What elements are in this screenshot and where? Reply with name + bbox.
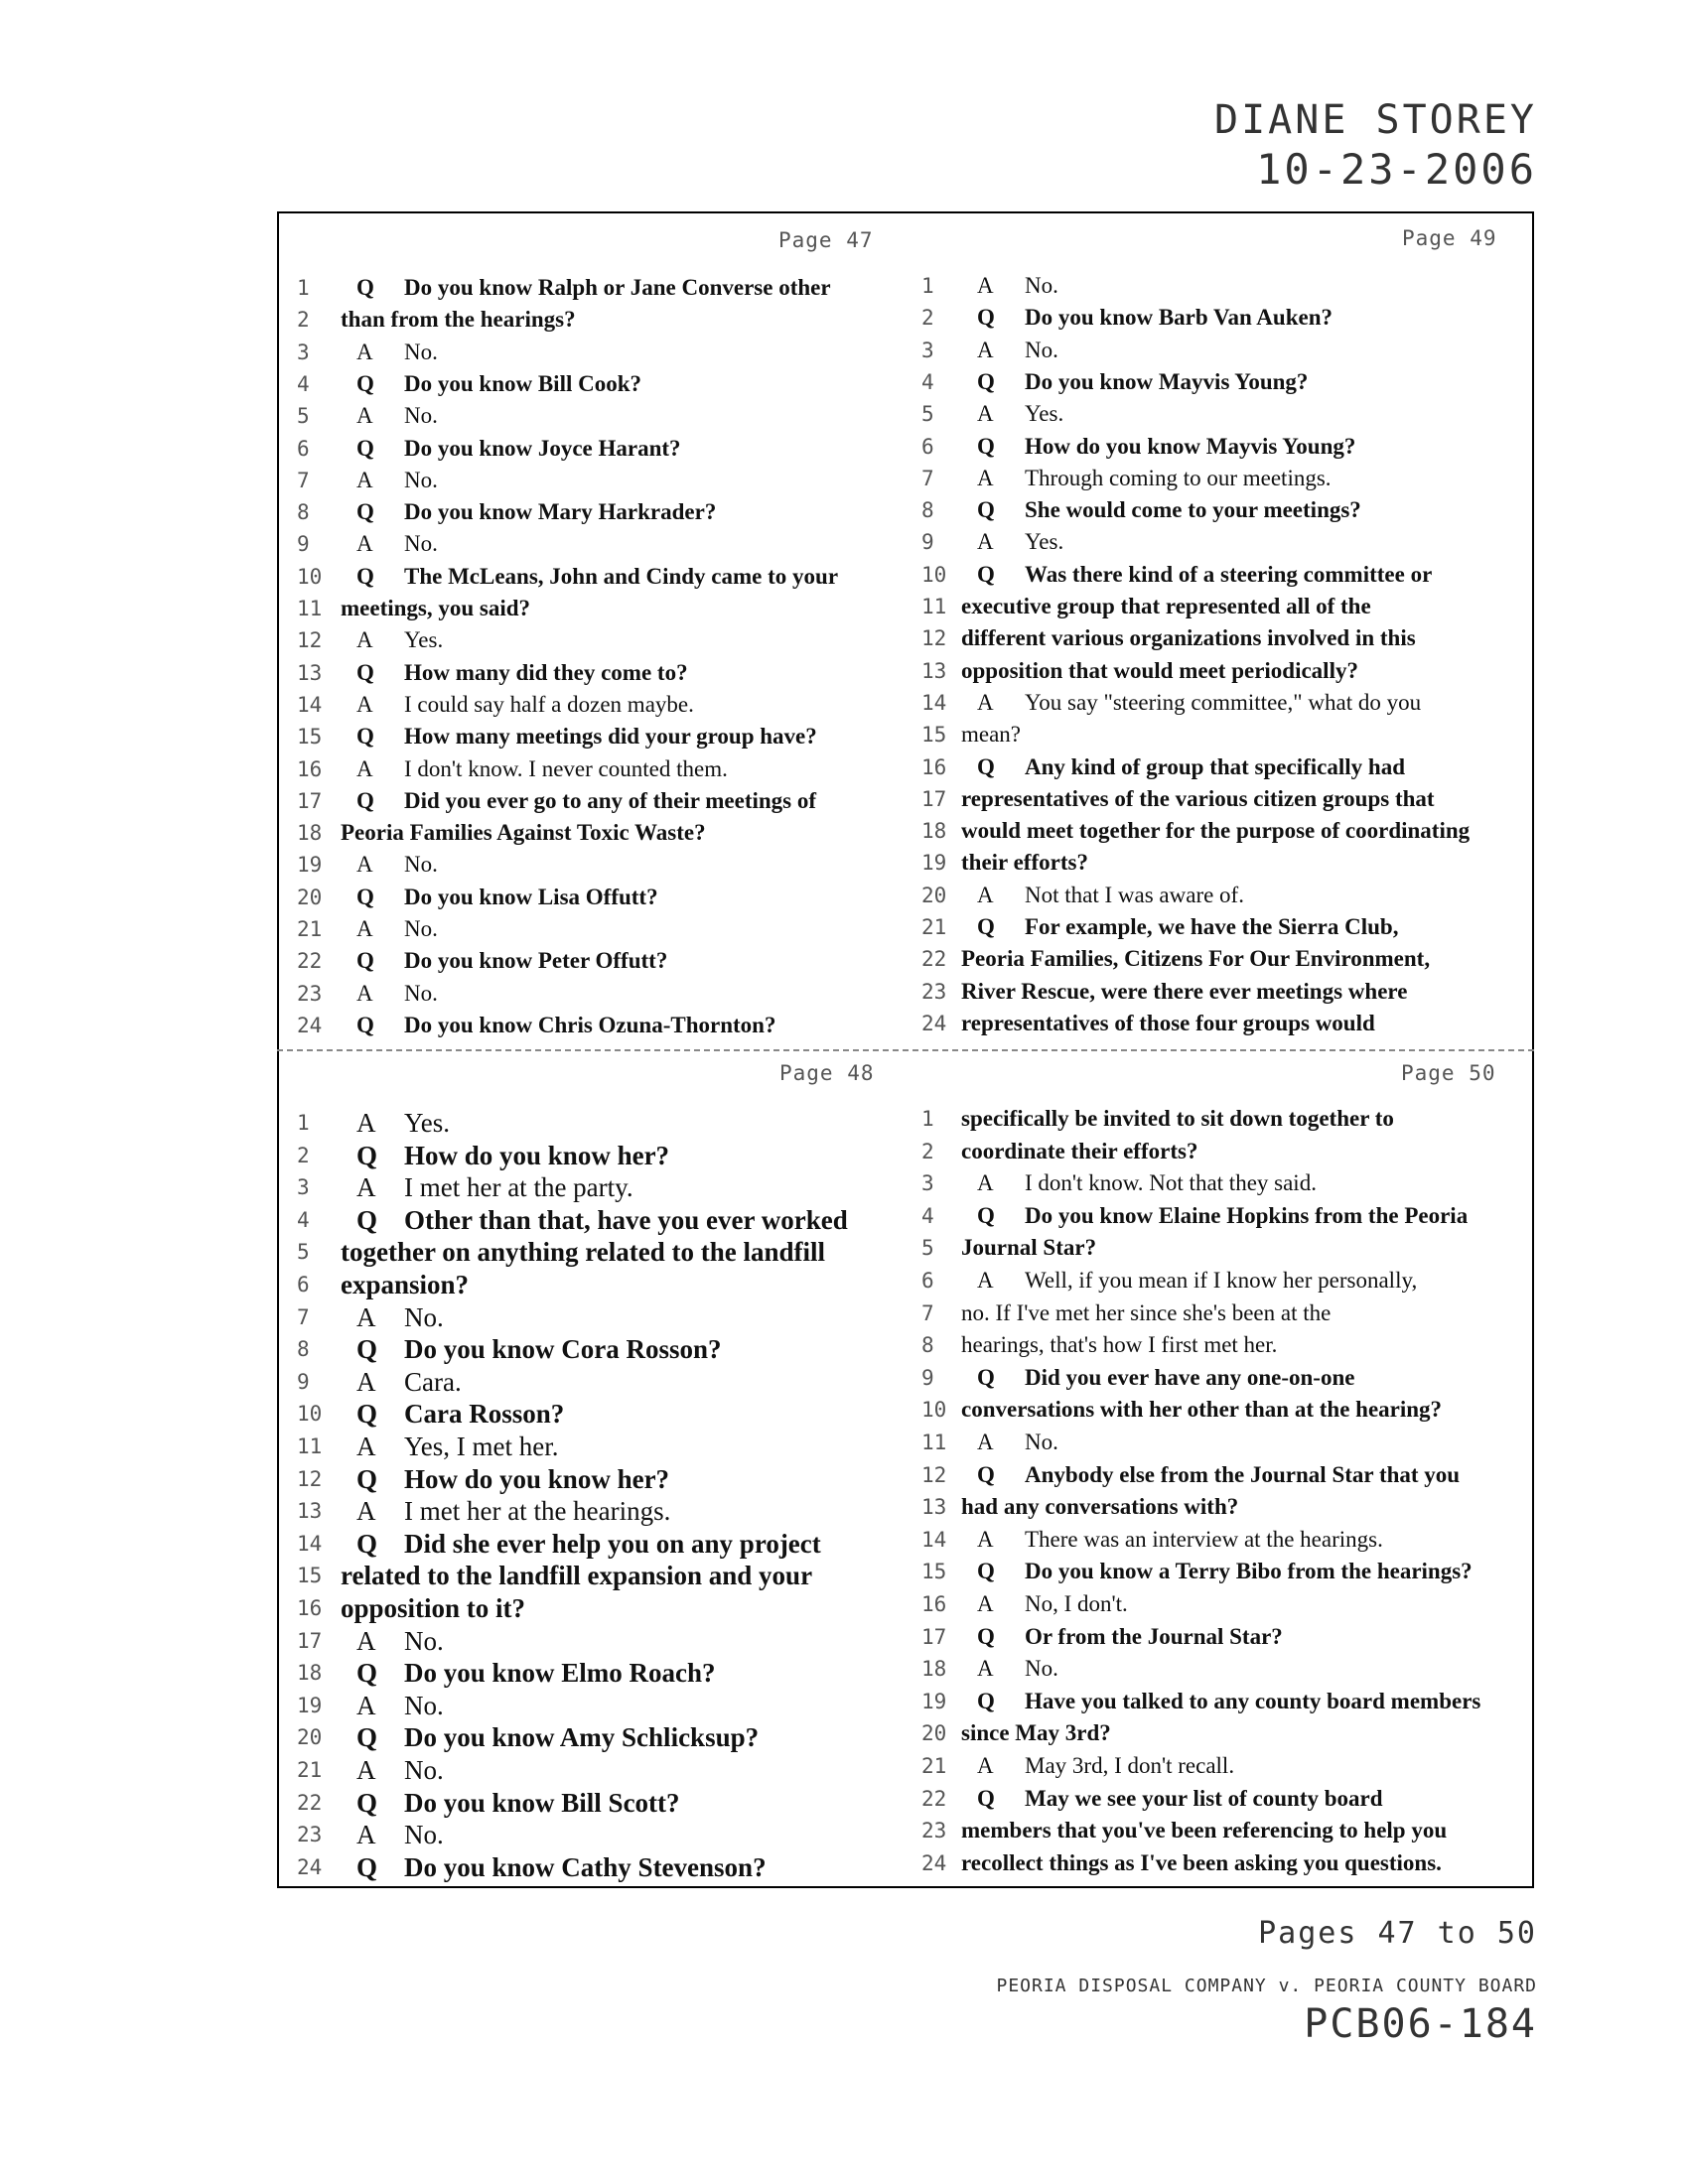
line-text: A Cara. [356, 1366, 462, 1397]
line-number: 23 [921, 1819, 947, 1843]
line-number: 1 [297, 1111, 310, 1135]
line-text: since May 3rd? [961, 1720, 1111, 1746]
line-number: 16 [921, 1592, 947, 1616]
deposition-date: 10-23-2006 [1256, 145, 1537, 194]
line-number: 24 [921, 1850, 947, 1875]
line-text: Q How many did they come to? [356, 659, 688, 685]
line-text: A No. [356, 916, 438, 941]
line-number: 18 [921, 1657, 947, 1682]
line-number: 5 [921, 402, 934, 427]
line-number: 11 [921, 595, 947, 618]
line-number: 4 [921, 369, 934, 394]
line-number: 6 [297, 436, 310, 461]
page-50-heading: Page 50 [1401, 1061, 1496, 1085]
line-text: Peoria Families, Citizens For Our Environment, [961, 946, 1431, 972]
line-text: expansion? [341, 1270, 470, 1299]
line-number: 7 [297, 1304, 310, 1329]
line-text: A No. [356, 852, 438, 878]
line-number: 6 [297, 1273, 310, 1297]
line-text: Q Anybody else from the Journal Star that you [977, 1461, 1461, 1487]
line-number: 10 [297, 1402, 323, 1427]
line-number: 18 [297, 1661, 323, 1686]
line-text: Q How do you know Mayvis Young? [977, 433, 1356, 459]
line-text: A No. [356, 531, 438, 557]
line-number: 14 [921, 1527, 947, 1552]
line-number: 2 [921, 1139, 934, 1163]
line-number: 14 [297, 692, 323, 717]
line-number: 13 [921, 1495, 947, 1520]
line-number: 11 [921, 1431, 947, 1454]
line-text: Q Have you talked to any county board members [977, 1688, 1481, 1713]
line-number: 13 [921, 658, 947, 683]
line-number: 15 [297, 725, 323, 750]
line-number: 3 [921, 1171, 934, 1196]
line-text: A Yes. [977, 529, 1064, 555]
line-number: 4 [297, 371, 310, 396]
line-text: Q Other than that, have you ever worked [356, 1204, 848, 1235]
line-text: A No. [356, 1625, 444, 1656]
line-number: 20 [297, 885, 323, 909]
line-number: 14 [297, 1531, 323, 1556]
page-divider [277, 1049, 1534, 1051]
line-text: A I don't know. I never counted them. [356, 755, 728, 781]
line-number: 8 [921, 498, 934, 523]
line-number: 20 [921, 883, 947, 907]
line-text: Q Do you know Bill Scott? [356, 1787, 680, 1818]
line-text: A There was an interview at the hearings. [977, 1526, 1383, 1552]
line-number: 12 [921, 626, 947, 651]
line-text: Q Do you know Ralph or Jane Converse other [356, 275, 831, 300]
line-text: A Not that I was aware of. [977, 882, 1244, 907]
line-number: 2 [921, 306, 934, 331]
line-text: A No. [356, 1820, 444, 1850]
line-number: 1 [921, 1107, 934, 1131]
line-number: 1 [297, 276, 310, 300]
line-text: Q Do you know Peter Offutt? [356, 948, 668, 974]
line-number: 6 [921, 1269, 934, 1293]
line-number: 24 [297, 1854, 323, 1879]
line-number: 23 [297, 1823, 323, 1847]
line-number: 1 [921, 274, 934, 298]
page-49-heading: Page 49 [1402, 226, 1497, 250]
line-text: their efforts? [961, 850, 1088, 876]
line-text: together on anything related to the landfill [341, 1237, 826, 1268]
line-text: Q Do you know Elmo Roach? [356, 1658, 716, 1689]
line-text: opposition to it? [341, 1593, 526, 1623]
line-text: specifically be invited to sit down together to [961, 1106, 1394, 1131]
line-text: Q Do you know Elaine Hopkins from the Peoria [977, 1202, 1469, 1228]
line-text: Q Do you know Cathy Stevenson? [356, 1851, 767, 1882]
line-text: Q How many meetings did your group have? [356, 724, 817, 750]
line-text: A You say "steering committee," what do you [977, 689, 1422, 715]
page-range: Pages 47 to 50 [1258, 1916, 1537, 1951]
line-number: 10 [921, 562, 947, 587]
line-text: than from the hearings? [341, 307, 576, 333]
line-number: 8 [921, 1333, 934, 1358]
line-number: 13 [297, 660, 323, 685]
line-number: 7 [921, 1300, 934, 1325]
line-text: A Well, if you mean if I know her personally, [977, 1268, 1418, 1293]
line-number: 16 [297, 1596, 323, 1620]
line-number: 12 [297, 628, 323, 653]
line-number: 10 [297, 564, 323, 589]
line-text: related to the landfill expansion and your [341, 1561, 813, 1591]
line-number: 16 [921, 754, 947, 779]
line-number: 19 [921, 851, 947, 876]
line-text: Q For example, we have the Sierra Club, [977, 914, 1399, 939]
line-text: A No. [356, 403, 438, 429]
line-number: 18 [921, 819, 947, 844]
line-number: 8 [297, 500, 310, 525]
line-text: A No. [356, 1690, 444, 1720]
line-text: Q Did you ever have any one-on-one [977, 1364, 1355, 1390]
line-text: Q May we see your list of county board [977, 1785, 1383, 1811]
line-number: 8 [297, 1337, 310, 1362]
line-number: 23 [921, 979, 947, 1004]
line-number: 5 [297, 404, 310, 429]
line-number: 6 [921, 434, 934, 459]
line-text: Q Do you know Chris Ozuna-Thornton? [356, 1012, 776, 1037]
line-text: Journal Star? [961, 1235, 1097, 1261]
line-text: Peoria Families Against Toxic Waste? [341, 820, 706, 846]
page-50-text [921, 1105, 1527, 1879]
line-text: no. If I've met her since she's been at the [961, 1299, 1332, 1325]
line-number: 9 [921, 1365, 934, 1390]
line-number: 4 [921, 1203, 934, 1228]
line-text: A I met her at the hearings. [356, 1496, 671, 1527]
line-text: A I could say half a dozen maybe. [356, 691, 694, 717]
page-47-heading: Page 47 [778, 228, 874, 252]
line-number: 2 [297, 308, 310, 333]
line-number: 15 [921, 1560, 947, 1584]
case-title: PEORIA DISPOSAL COMPANY v. PEORIA COUNTY BOARD [996, 1976, 1537, 1996]
line-number: 20 [921, 1721, 947, 1746]
line-number: 21 [921, 915, 947, 939]
line-text: A May 3rd, I don't recall. [977, 1753, 1235, 1778]
line-text: A Yes. [356, 1108, 451, 1138]
line-text: A No. [356, 1301, 444, 1332]
line-number: 21 [297, 917, 323, 941]
line-number: 22 [297, 1790, 323, 1815]
line-number: 14 [921, 690, 947, 715]
line-text: Q Or from the Journal Star? [977, 1623, 1283, 1649]
line-text: recollect things as I've been asking you questions. [961, 1849, 1442, 1875]
line-number: 17 [297, 788, 323, 813]
line-number: 11 [297, 597, 323, 620]
line-text: different various organizations involved in this [961, 625, 1416, 651]
line-number: 17 [921, 786, 947, 811]
line-number: 24 [297, 1013, 323, 1037]
line-text: executive group that represented all of the [961, 594, 1371, 618]
witness-name: DIANE STOREY [1214, 97, 1537, 143]
line-number: 17 [297, 1628, 323, 1653]
line-number: 19 [297, 1693, 323, 1717]
line-number: 9 [297, 1369, 310, 1394]
line-text: representatives of the various citizen groups that [961, 785, 1435, 811]
line-number: 3 [297, 1175, 310, 1200]
line-number: 3 [297, 340, 310, 364]
line-number: 12 [921, 1462, 947, 1487]
line-text: Q Do you know Amy Schlicksup? [356, 1722, 760, 1753]
line-text: Q Any kind of group that specifically had [977, 753, 1405, 779]
case-number: PCB06-184 [1304, 2001, 1537, 2047]
line-text: opposition that would meet periodically? [961, 657, 1358, 683]
line-text: representatives of those four groups would [961, 1010, 1375, 1035]
line-text: A Yes. [977, 401, 1064, 427]
line-text: A No. [356, 339, 438, 364]
line-text: Q The McLeans, John and Cindy came to your [356, 563, 839, 589]
line-number: 19 [297, 853, 323, 878]
line-number: 19 [921, 1689, 947, 1713]
line-text: Q How do you know her? [356, 1140, 670, 1170]
line-text: A No. [977, 273, 1058, 298]
line-text: Q Do you know Cora Rosson? [356, 1334, 722, 1365]
line-number: 12 [297, 1466, 323, 1491]
line-number: 11 [297, 1434, 323, 1458]
line-text: Q Do you know Mary Harkrader? [356, 499, 717, 525]
line-text: A No. [977, 1430, 1058, 1454]
page-48-text [297, 1109, 912, 1883]
line-number: 22 [921, 947, 947, 972]
page-49-text [921, 272, 1527, 1046]
line-number: 9 [921, 530, 934, 555]
line-number: 13 [297, 1499, 323, 1524]
line-text: A No. [977, 1656, 1058, 1682]
line-text: mean? [961, 722, 1022, 748]
line-text: members that you've been referencing to help you [961, 1818, 1448, 1843]
line-text: Q Cara Rosson? [356, 1399, 565, 1430]
line-number: 18 [297, 821, 323, 846]
line-text: Q Was there kind of a steering committee or [977, 561, 1433, 587]
line-text: Q Did she ever help you on any project [356, 1528, 821, 1559]
line-text: A No. [356, 980, 438, 1006]
line-number: 7 [921, 466, 934, 490]
line-number: 10 [921, 1398, 947, 1423]
line-text: A I don't know. Not that they said. [977, 1170, 1317, 1196]
line-text: meetings, you said? [341, 596, 531, 620]
line-text: A Yes. [356, 627, 444, 653]
line-text: Q Did you ever go to any of their meetings of [356, 787, 817, 813]
line-number: 17 [921, 1624, 947, 1649]
line-text: Q Do you know Lisa Offutt? [356, 884, 658, 909]
line-text: would meet together for the purpose of coordinating [961, 818, 1471, 844]
line-text: A Yes, I met her. [356, 1432, 559, 1461]
line-text: A No. [356, 1755, 444, 1785]
line-number: 15 [297, 1564, 323, 1588]
line-number: 21 [921, 1754, 947, 1778]
line-text: Q Do you know Bill Cook? [356, 370, 642, 396]
line-text: A No. [977, 337, 1058, 362]
line-text: hearings, that's how I first met her. [961, 1332, 1278, 1358]
line-number: 22 [921, 1786, 947, 1811]
line-number: 9 [297, 532, 310, 557]
line-number: 4 [297, 1207, 310, 1232]
line-text: A I met her at the party. [356, 1172, 633, 1203]
line-number: 2 [297, 1143, 310, 1167]
line-text: River Rescue, were there ever meetings where [961, 978, 1408, 1004]
line-text: Q How do you know her? [356, 1463, 670, 1494]
line-number: 5 [297, 1240, 310, 1265]
line-number: 24 [921, 1011, 947, 1035]
line-number: 7 [297, 468, 310, 492]
line-number: 22 [297, 949, 323, 974]
line-number: 21 [297, 1758, 323, 1782]
line-number: 16 [297, 756, 323, 781]
line-number: 15 [921, 723, 947, 748]
line-text: had any conversations with? [961, 1494, 1239, 1520]
line-text: Q Do you know Barb Van Auken? [977, 305, 1333, 331]
line-text: Q She would come to your meetings? [977, 497, 1361, 523]
line-number: 5 [921, 1236, 934, 1261]
line-number: 3 [921, 338, 934, 362]
line-text: Q Do you know Joyce Harant? [356, 435, 681, 461]
line-text: coordinate their efforts? [961, 1138, 1198, 1163]
line-text: A Through coming to our meetings. [977, 465, 1332, 490]
line-text: conversations with her other than at the hearing? [961, 1397, 1443, 1423]
line-number: 23 [297, 981, 323, 1006]
line-text: A No. [356, 467, 438, 492]
line-text: A No, I don't. [977, 1591, 1128, 1616]
line-number: 20 [297, 1725, 323, 1750]
line-text: Q Do you know Mayvis Young? [977, 368, 1309, 394]
page-47-text [297, 274, 912, 1048]
page-48-heading: Page 48 [779, 1061, 875, 1085]
line-text: Q Do you know a Terry Bibo from the hearings? [977, 1559, 1473, 1584]
